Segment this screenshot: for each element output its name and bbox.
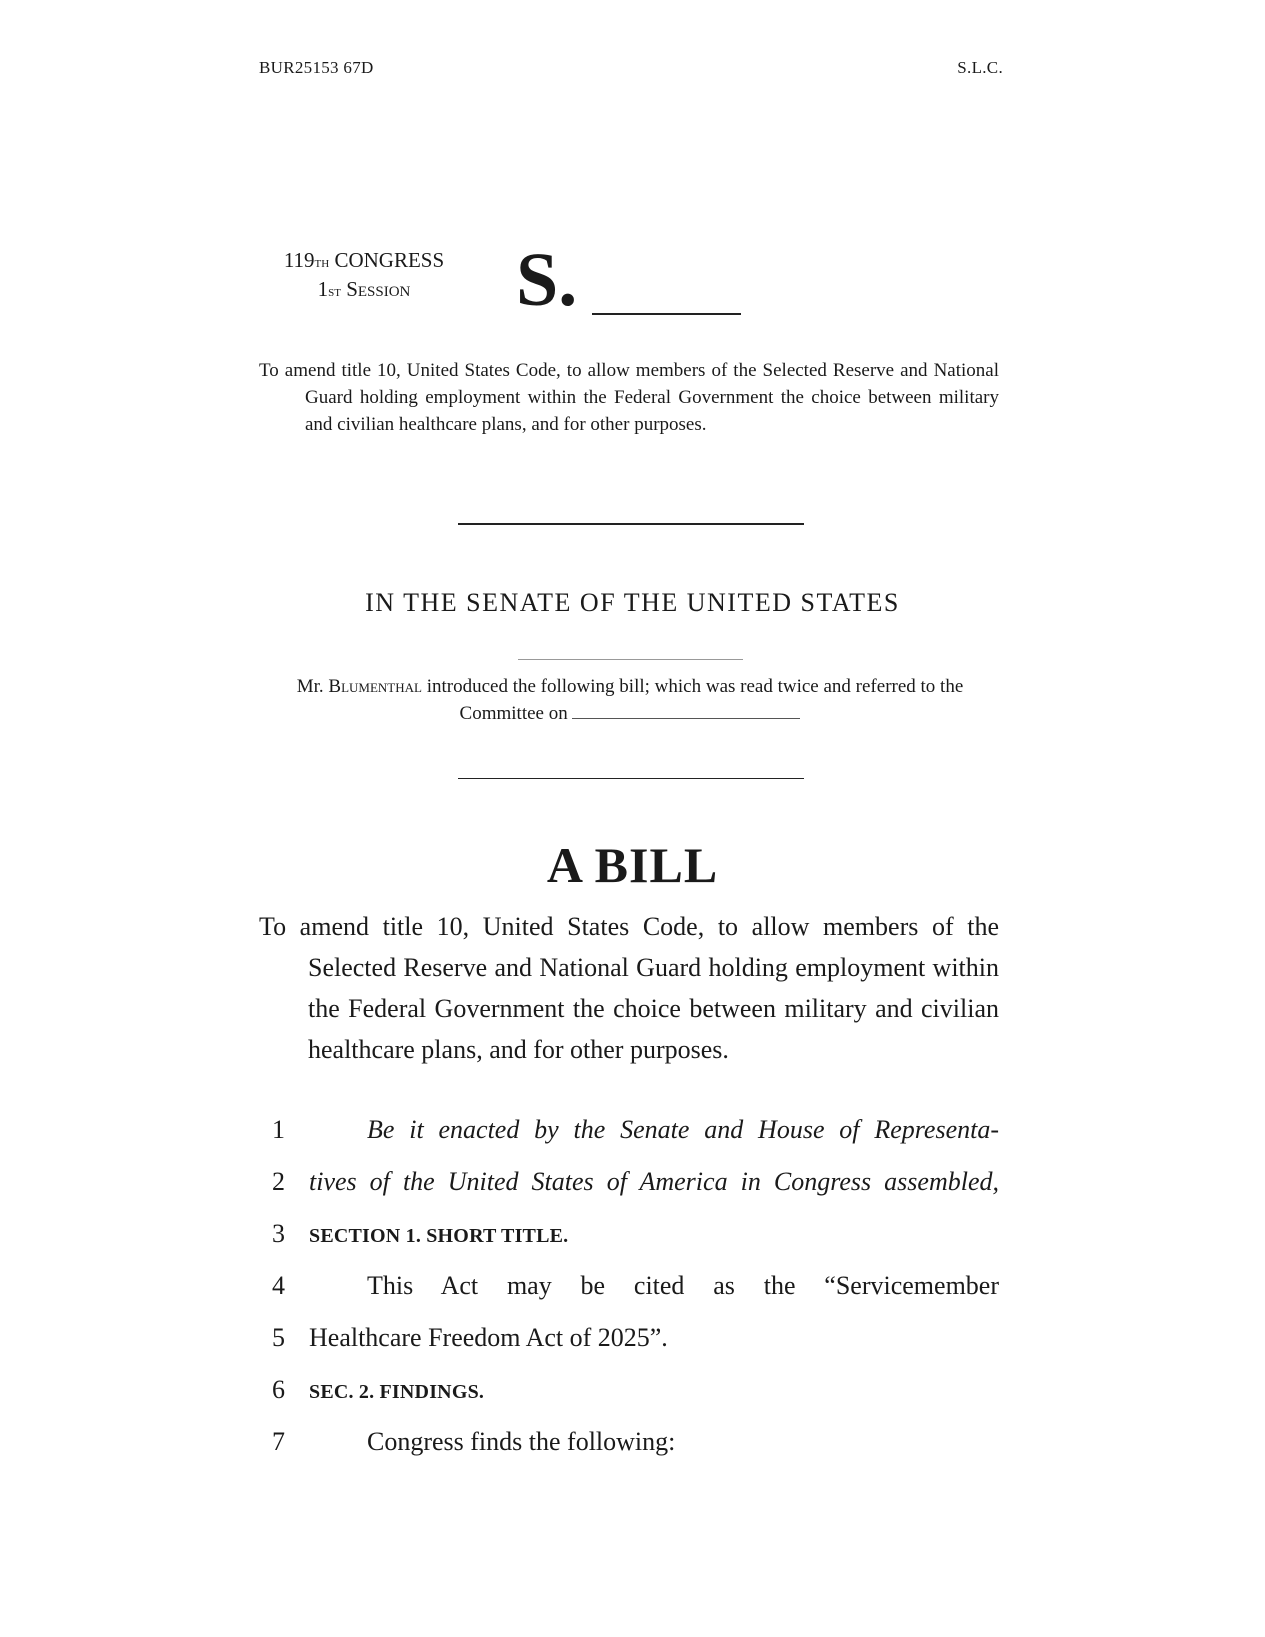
line-number: 3 <box>272 1219 285 1248</box>
slc-marker: S.L.C. <box>957 58 1003 77</box>
bill-number-blank <box>592 313 741 315</box>
divider <box>518 659 743 660</box>
document-id: BUR25153 67D <box>259 58 374 77</box>
sponsor-name: Blumenthal <box>328 676 422 697</box>
divider <box>458 778 804 779</box>
committee-blank <box>572 704 800 719</box>
line-text: tives of the United States of America in Congress assembled, <box>309 1167 999 1196</box>
divider <box>458 523 804 525</box>
session: 1st Session <box>317 277 411 301</box>
bill-heading: A BILL <box>546 837 719 893</box>
line-text: Healthcare Freedom Act of 2025”. <box>309 1323 668 1352</box>
bill-prefix: S. <box>516 238 578 322</box>
line-number: 5 <box>272 1323 285 1352</box>
line-number: 1 <box>272 1115 285 1144</box>
line-number: 7 <box>272 1427 285 1456</box>
section-heading: SEC. 2. FINDINGS. <box>309 1381 485 1403</box>
line-text: Congress finds the following: <box>367 1427 676 1456</box>
line-text: Be it enacted by the Senate and House of Representa- <box>367 1115 999 1144</box>
introduction: Mr. Blumenthal introduced the following bill; which was read twice and referred to the Committee on <box>296 676 964 724</box>
line-number: 4 <box>272 1271 285 1300</box>
section-heading: SECTION 1. SHORT TITLE. <box>309 1225 569 1247</box>
line-number: 2 <box>272 1167 285 1196</box>
bill-summary: To amend title 10, United States Code, to allow members of the Selected Reserve and National Guard holding employment within the Federal Government the choice between military and civilian healthcare plans, and for other purposes. <box>259 360 999 435</box>
line-text: This Act may be cited as the “Servicemember <box>367 1271 999 1300</box>
congress-number: 119th CONGRESS <box>283 248 445 272</box>
congress-session-block <box>259 247 469 305</box>
line-number: 6 <box>272 1375 285 1404</box>
chamber-heading: IN THE SENATE OF THE UNITED STATES <box>365 588 900 617</box>
long-title: To amend title 10, United States Code, to allow members of the Selected Reserve and National Guard holding employment within the Federal Government the choice between military and civilian healthcare plans, and for other purposes. <box>259 912 999 1064</box>
